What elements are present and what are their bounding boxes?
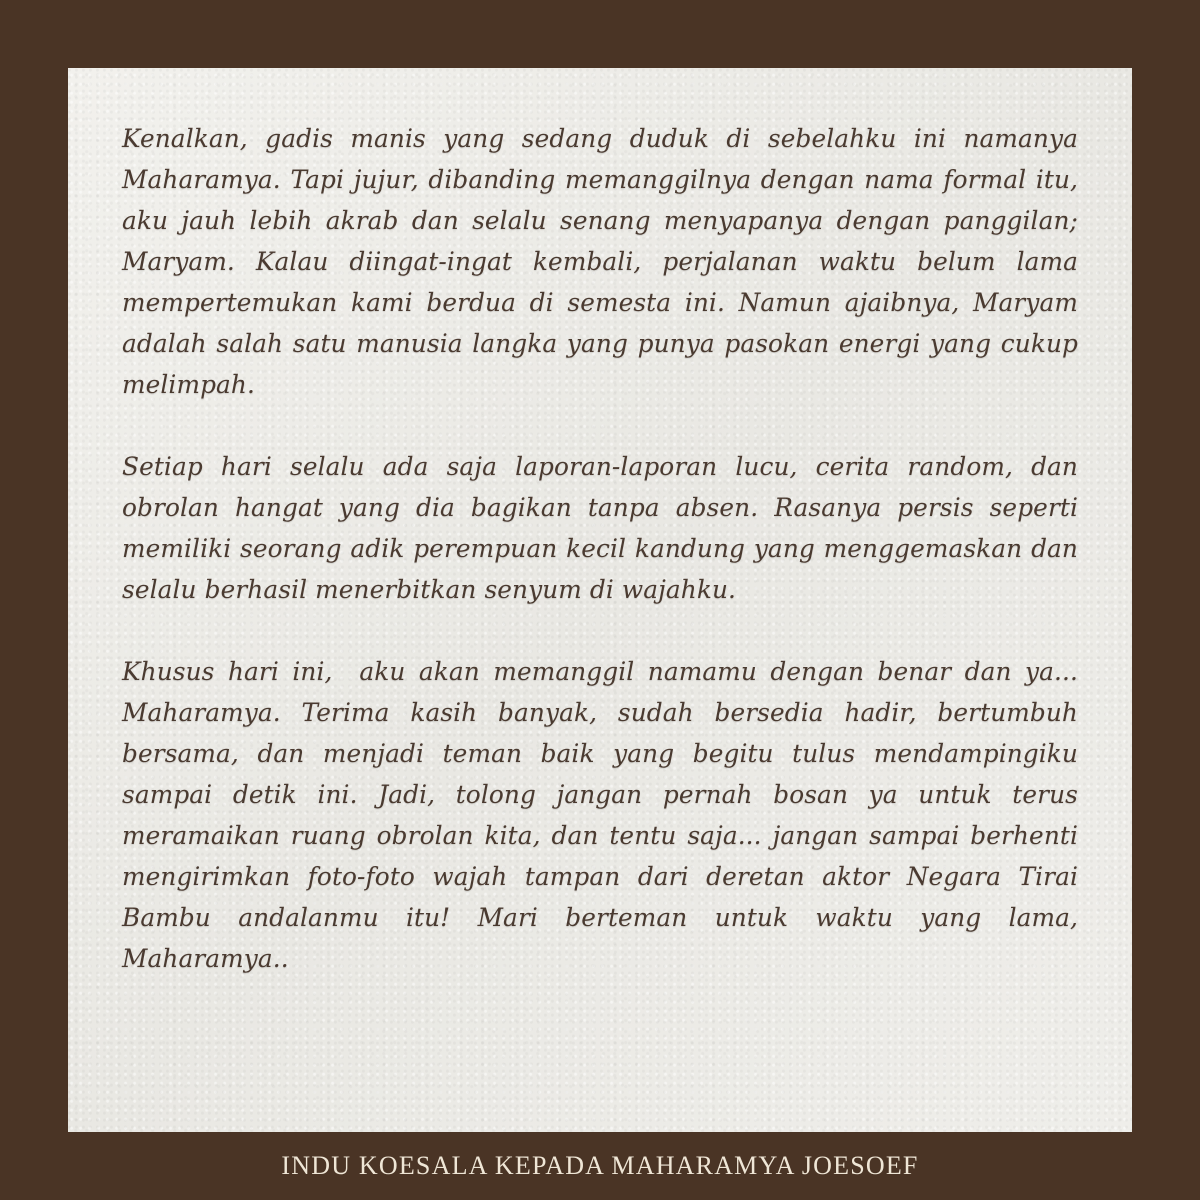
footer-caption: INDU KOESALA KEPADA MAHARAMYA JOESOEF [281,1151,919,1180]
letter-paragraph-2: Setiap hari selalu ada saja laporan-laporan lucu, cerita random, dan obrolan hangat yang dia bagikan tanpa absen. Rasanya persis seperti memiliki seorang adik perempuan kecil kandung yang menggemaskan dan selalu berhasil menerbitkan senyum di wajahku. [122,452,1086,604]
letter-paper [68,68,1132,1132]
letter-paragraph-1: Kenalkan, gadis manis yang sedang duduk di sebelahku ini namanya Maharamya. Tapi jujur, dibanding memanggilnya dengan nama formal itu, aku jauh lebih akrab dan selalu senang menyapanya dengan panggilan; Maryam. Kalau diingat-ingat kembali, perjalanan waktu belum lama mempertemukan kami berdua di semesta ini. Namun ajaibnya, Maryam adalah salah satu manusia langka yang punya pasokan energi yang cukup melimpah. [122,124,1086,399]
letter-paragraph-3: Khusus hari ini, aku akan memanggil namamu dengan benar dan ya... Maharamya. Terima kasih banyak, sudah bersedia hadir, bertumbuh bersama, dan menjadi teman baik yang begitu tulus mendampingiku sampai detik ini. Jadi, tolong jangan pernah bosan ya untuk terus meramaikan ruang obrolan kita, dan tentu saja... jangan sampai berhenti mengirimkan foto-foto wajah tampan dari deretan aktor Negara Tirai Bambu andalanmu itu! Mari berteman untuk waktu yang lama, Maharamya.. [122,657,1086,973]
